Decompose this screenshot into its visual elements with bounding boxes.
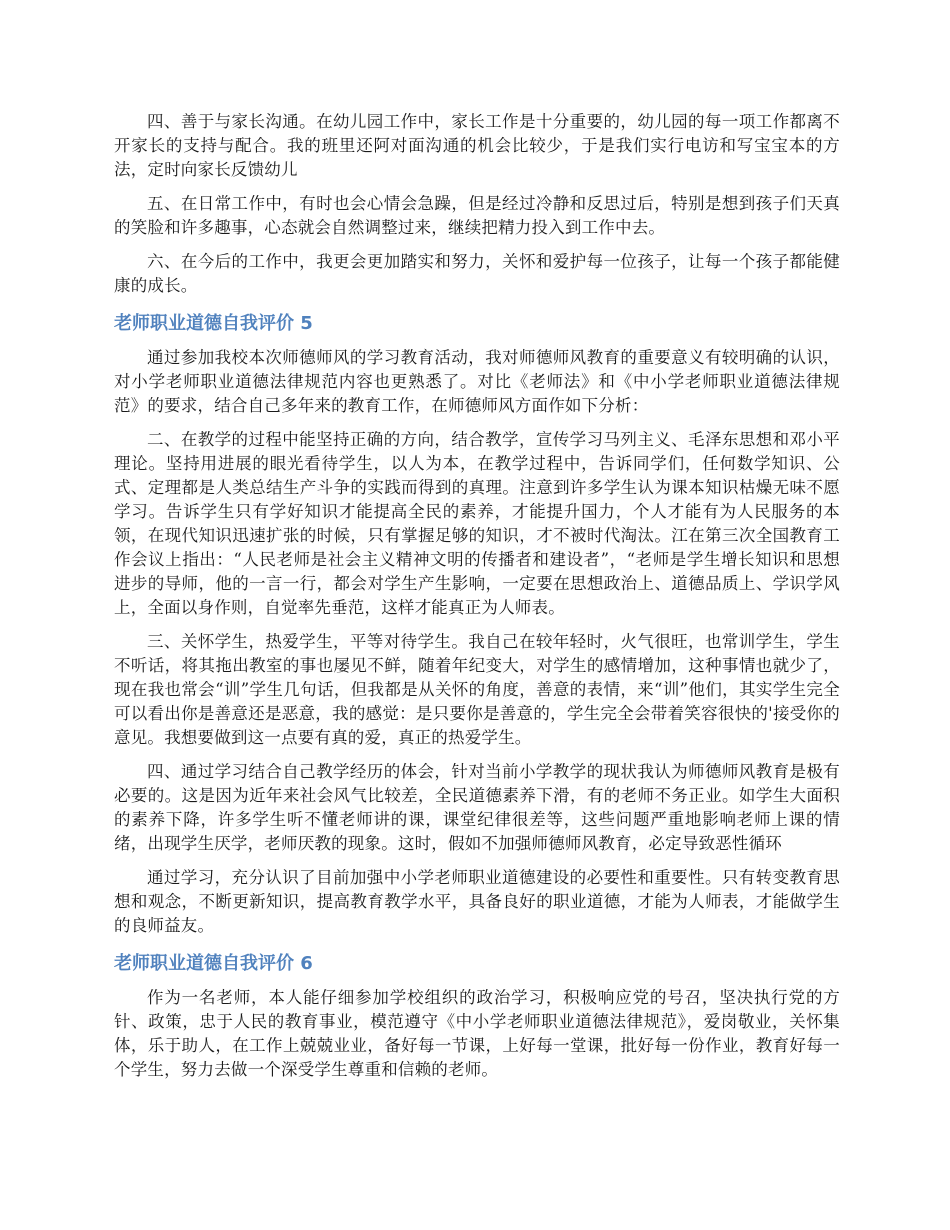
section-heading: 老师职业道德自我评价 5 [114,313,313,334]
paragraph: 三、关怀学生，热爱学生，平等对待学生。我自己在较年轻时，火气很旺，也常训学生，学生不听话，将其拖出教室的事也屡见不鲜，随着年纪变大，对学生的感情增加，这种事情也就少了，现在我也常会“训”学生几句话，但我都是从关怀的角度，善意的表情，来“训”他们，其实学生完全可以看出你是善意还是恶意，我的感觉：是只要你是善意的，学生完全会带着笑容很快的'接受你的意见。我想要做到这一点要有真的爱，真正的热爱学生。 [114,632,840,747]
paragraph: 通过参加我校本次师德师风的学习教育活动，我对师德师风教育的重要意义有较明确的认识，对小学老师职业道德法律规范内容也更熟悉了。对比《老师法》和《中小学老师职业道德法律规范》的要求，结合自己多年来的教育工作，在师德师风方面作如下分析： [114,348,840,415]
paragraph: 通过学习，充分认识了目前加强中小学老师职业道德建设的必要性和重要性。只有转变教育思想和观念，不断更新知识，提高教育教学水平，具备良好的职业道德，才能为人师表，才能做学生的良师益友。 [114,868,840,935]
paragraph: 四、善于与家长沟通。在幼儿园工作中，家长工作是十分重要的，幼儿园的每一项工作都离不开家长的支持与配合。我的班里还阿对面沟通的机会比较少，于是我们实行电访和写宝宝本的方法，定时向家长反馈幼儿 [114,112,840,179]
paragraph: 六、在今后的工作中，我更会更加踏实和努力，关怀和爱护每一位孩子，让每一个孩子都能健康的成长。 [114,252,840,295]
paragraph: 五、在日常工作中，有时也会心情会急躁，但是经过冷静和反思过后，特别是想到孩子们天真的笑脸和许多趣事，心态就会自然调整过来，继续把精力投入到工作中去。 [114,194,840,237]
section-heading: 老师职业道德自我评价 6 [114,953,313,974]
paragraph: 四、通过学习结合自己教学经历的体会，针对当前小学教学的现状我认为师德师风教育是极有必要的。这是因为近年来社会风气比较差，全民道德素养下滑，有的老师不务正业。如学生大面积的素养下降，许多学生听不懂老师讲的课，课堂纪律很差等，这些问题严重地影响老师上课的情绪，出现学生厌学，老师厌教的现象。这时，假如不加强师德师风教育，必定导致恶性循环 [114,762,840,853]
paragraph: 作为一名老师，本人能仔细参加学校组织的政治学习，积极响应党的号召，坚决执行党的方针、政策，忠于人民的教育事业，模范遵守《中小学老师职业道德法律规范》，爱岗敬业，关怀集体，乐于助人，在工作上兢兢业业，备好每一节课，上好每一堂课，批好每一份作业，教育好每一个学生，努力去做一个深受学生尊重和信赖的老师。 [114,988,840,1079]
document-page [114,110,840,1092]
paragraph: 二、在教学的过程中能坚持正确的方向，结合教学，宣传学习马列主义、毛泽东思想和邓小平理论。坚持用进展的眼光看待学生，以人为本，在教学过程中，告诉同学们，任何数学知识、公式、定理都是人类总结生产斗争的实践而得到的真理。注意到许多学生认为课本知识枯燥无味不愿学习。告诉学生只有学好知识才能提高全民的素养，才能提升国力，个人才能有为人民服务的本领，在现代知识迅速扩张的时候，只有掌握足够的知识，才不被时代淘汰。江在第三次全国教育工作会议上指出：“人民老师是社会主义精神文明的传播者和建设者”，“老师是学生增长知识和思想进步的导师，他的一言一行，都会对学生产生影响，一定要在思想政治上、道德品质上、学识学风上，全面以身作则，自觉率先垂范，这样才能真正为人师表。 [114,430,840,617]
